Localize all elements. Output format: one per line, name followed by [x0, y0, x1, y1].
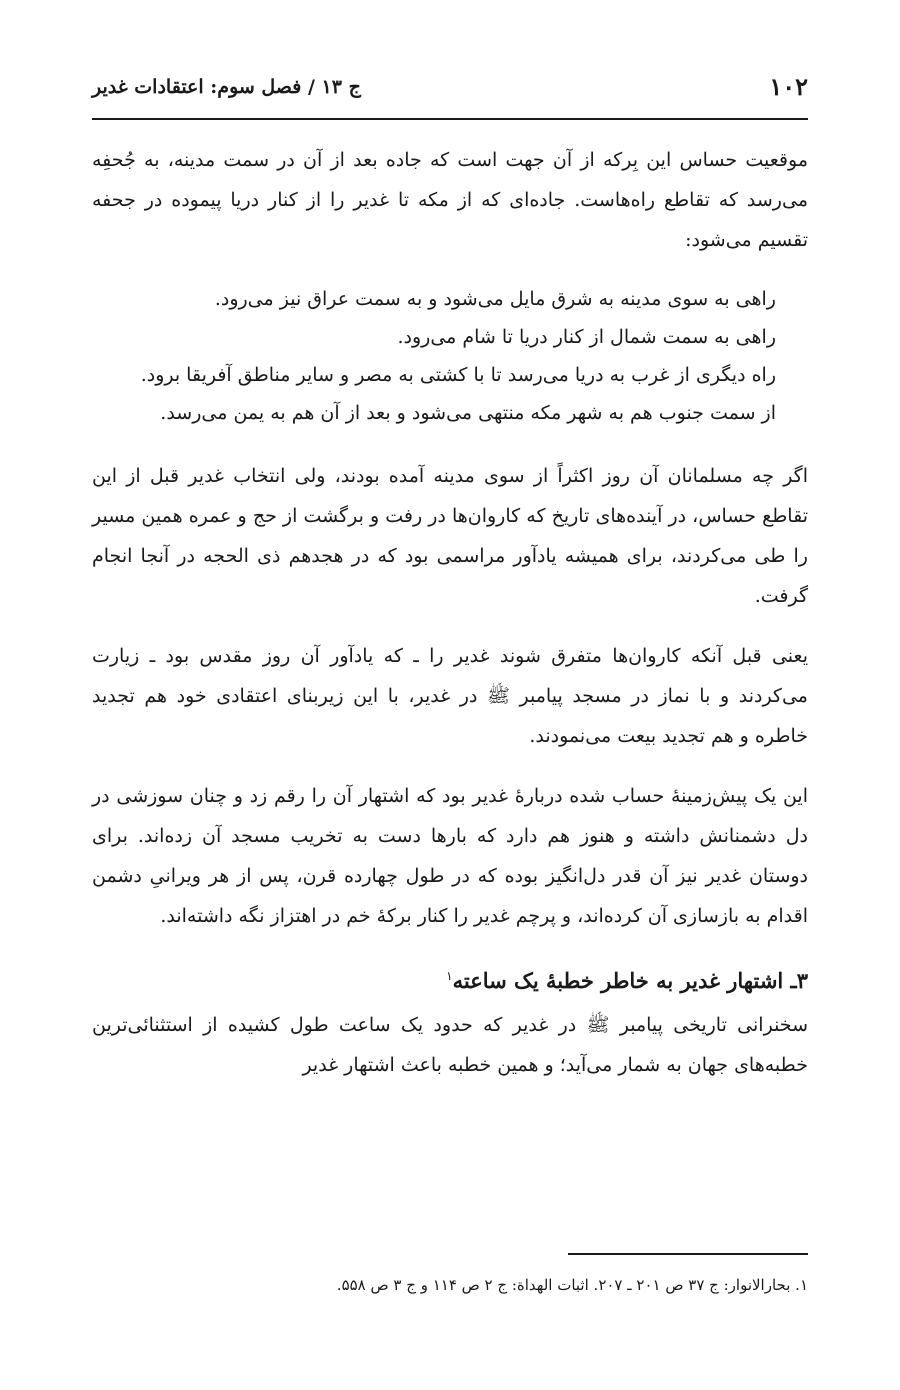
- footnote-ref: ۱: [446, 969, 453, 983]
- paragraph-4: این یک پیش‌زمینهٔ حساب شده دربارهٔ غدیر بود که اشتهار آن را رقم زد و چنان سوزشی در دل دشمنانش داشته و هنوز هم دارد که بارها دست به تخریب مسجد آن زده‌اند. برای دوستان غدیر نیز آن قدر دل‌انگیز بوده که در طول چهارده قرن، پس از هر ویرانیِ دشمن اقدام به بازسازی آن کرده‌اند، و پرچم غدیر را کنار برکهٔ خم در اهتزاز نگه داشته‌اند.: [92, 785, 808, 927]
- footnote-rule: [568, 1253, 808, 1255]
- book-page: [92, 0, 808, 1390]
- page-body: [92, 140, 808, 1105]
- footnote: ۱. بحارالانوار: ج ۳۷ ص ۲۰۱ ـ ۲۰۷. اثبات الهداة: ج ۲ ص ۱۱۴ و ج ۳ ص ۵۵۸.: [336, 1276, 808, 1294]
- paragraph-3: یعنی قبل آنکه کاروان‌ها متفرق شوند غدیر را ـ که یادآور آن روز مقدس بود ـ زیارت می‌کردند و با نماز در مسجد پیامبر ﷺ در غدیر، با این زیربنای اعتقادی خود هم تجدید خاطره و هم تجدید بیعت می‌نمودند.: [92, 645, 808, 747]
- paragraph-2: اگر چه مسلمانان آن روز اکثراً از سوی مدینه آمده بودند، ولی انتخاب غدیر قبل از این تقاطع حساس، در آینده‌های تاریخ که کاروان‌ها در رفت و برگشت از حج و عمره همین مسیر را طی می‌کردند، برای همیشه یادآور مراسمی بود که در هجدهم ذی الحجه در آنجا انجام گرفت.: [92, 465, 808, 607]
- route-item: از سمت جنوب هم به شهر مکه منتهی می‌شود و بعد از آن هم به یمن می‌رسد.: [160, 402, 776, 424]
- route-item: راهی به سوی مدینه به شرق مایل می‌شود و به سمت عراق نیز می‌رود.: [214, 288, 776, 310]
- page-number: ۱۰۲: [769, 72, 808, 101]
- page-header: [92, 72, 808, 114]
- header-rule: [92, 118, 808, 120]
- paragraph-1: موقعیت حساس این بِرکه از آن جهت است که جاده بعد از آن در سمت مدینه، به جُحفِه می‌رسد که تقاطع راه‌هاست. جاده‌ای که از مکه تا غدیر را از کنار دریا پیموده در جحفه تقسیم می‌شود:: [92, 149, 808, 251]
- running-title: ج ۱۳ / فصل سوم: اعتقادات غدیر: [92, 76, 361, 98]
- route-item: راهی به سمت شمال از کنار دریا تا شام می‌رود.: [397, 326, 776, 348]
- section-heading-text: ۳ـ اشتهار غدیر به خاطر خطبهٔ یک ساعته: [452, 968, 808, 993]
- routes-list: [92, 280, 808, 432]
- paragraph-5: سخنرانی تاریخی پیامبر ﷺ در غدیر که حدود یک ساعت طول کشیده از استثنائی‌ترین خطبه‌های جهان به شمار می‌آید؛ و همین خطبه باعث اشتهار غدیر: [92, 1014, 808, 1076]
- section-heading: [92, 956, 808, 1001]
- route-item: راه دیگری از غرب به دریا می‌رسد تا با کشتی به مصر و سایر مناطق آفریقا برود.: [140, 364, 776, 386]
